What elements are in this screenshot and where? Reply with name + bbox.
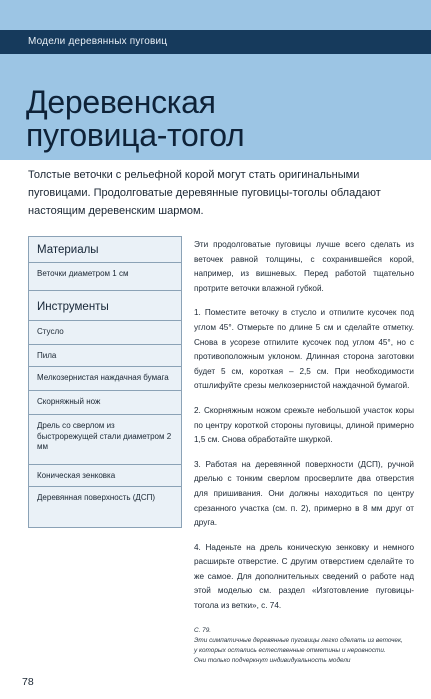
title-line: пуговица-тогол xyxy=(26,117,245,153)
page-number: 78 xyxy=(22,676,34,688)
tool-item: Мелкозернистая наждачная бумага xyxy=(29,367,181,391)
tool-item: Дрель со сверлом из быстрорежущей стали диаметром 2 мм xyxy=(29,415,181,465)
tools-heading: Инструменты xyxy=(29,291,181,321)
materials-tools-panel xyxy=(28,236,182,528)
section-title: Модели деревянных пуговиц xyxy=(28,36,168,47)
tool-item: Деревянная поверхность (ДСП) xyxy=(37,493,156,502)
caption-label: С. 79. xyxy=(194,627,212,634)
intro-paragraph xyxy=(28,166,418,220)
materials-heading: Материалы xyxy=(29,237,181,263)
material-item: Веточки диаметром 1 см xyxy=(29,263,181,291)
title-line: Деревенская xyxy=(26,84,216,120)
instruction-step: 4. Наденьте на дрель коническую зенковку и немного расширьте отверстие. С другим отверстием сделайте то же самое. Для дополнительных сведений о работе над этой моделью см. раздел «Изготовление пуговицы-тогола из ветки», с. 74. xyxy=(194,542,414,611)
caption-line: у которых остались естественные отметины и неровности. xyxy=(194,647,386,654)
instruction-step: 1. Поместите веточку в стусло и отпилите кусочек под углом 45°. Отмерьте по длине 5 см и сделайте отметку. Снова в усорезе отпилите кусочек под углом 45°, но с противоположным уклоном. Длинная сторона заготовки будет 5 см, короткая – 2,5 см. При необходимости отшлифуйте срезы мелкозернистой наждачной бумагой. xyxy=(194,308,414,391)
tool-item: Пила xyxy=(29,345,181,367)
tool-item: Скорняжный нож xyxy=(29,391,181,415)
instructions-intro: Эти продолговатые пуговицы лучше всего сделать из веточек равной толщины, с сохранившейся корой, например, из вишневых. Перед работой тщательно протрите веточки влажной губкой. xyxy=(194,240,414,293)
instruction-step: 2. Скорняжным ножом срежьте небольшой участок коры по центру короткой стороны пуговицы, длиной примерно 1,5 см. Снова обработайте шкуркой. xyxy=(194,405,414,445)
tool-item: Стусло xyxy=(29,321,181,345)
instructions xyxy=(194,238,414,624)
page-title xyxy=(26,86,416,152)
caption-line: Они только подчеркнут индивидуальность модели xyxy=(194,657,351,664)
intro-text: Толстые веточки с рельефной корой могут стать оригинальными пуговицами. Продолговатые деревянные пуговицы-тоголы обладают настоящим деревенским шармом. xyxy=(28,169,381,217)
photo-caption xyxy=(194,626,414,666)
instruction-step: 3. Работая на деревянной поверхности (ДСП), ручной дрелью с тонким сверлом просверлите два отверстия для пришивания. Они должны находиться по центру срезанного участка (см. п. 2), примерно в 8 мм друг от друга. xyxy=(194,459,414,528)
caption-line: Эти симпатичные деревянные пуговицы легко сделать из веточек, xyxy=(194,637,403,644)
tool-item: Коническая зенковка xyxy=(29,465,181,487)
